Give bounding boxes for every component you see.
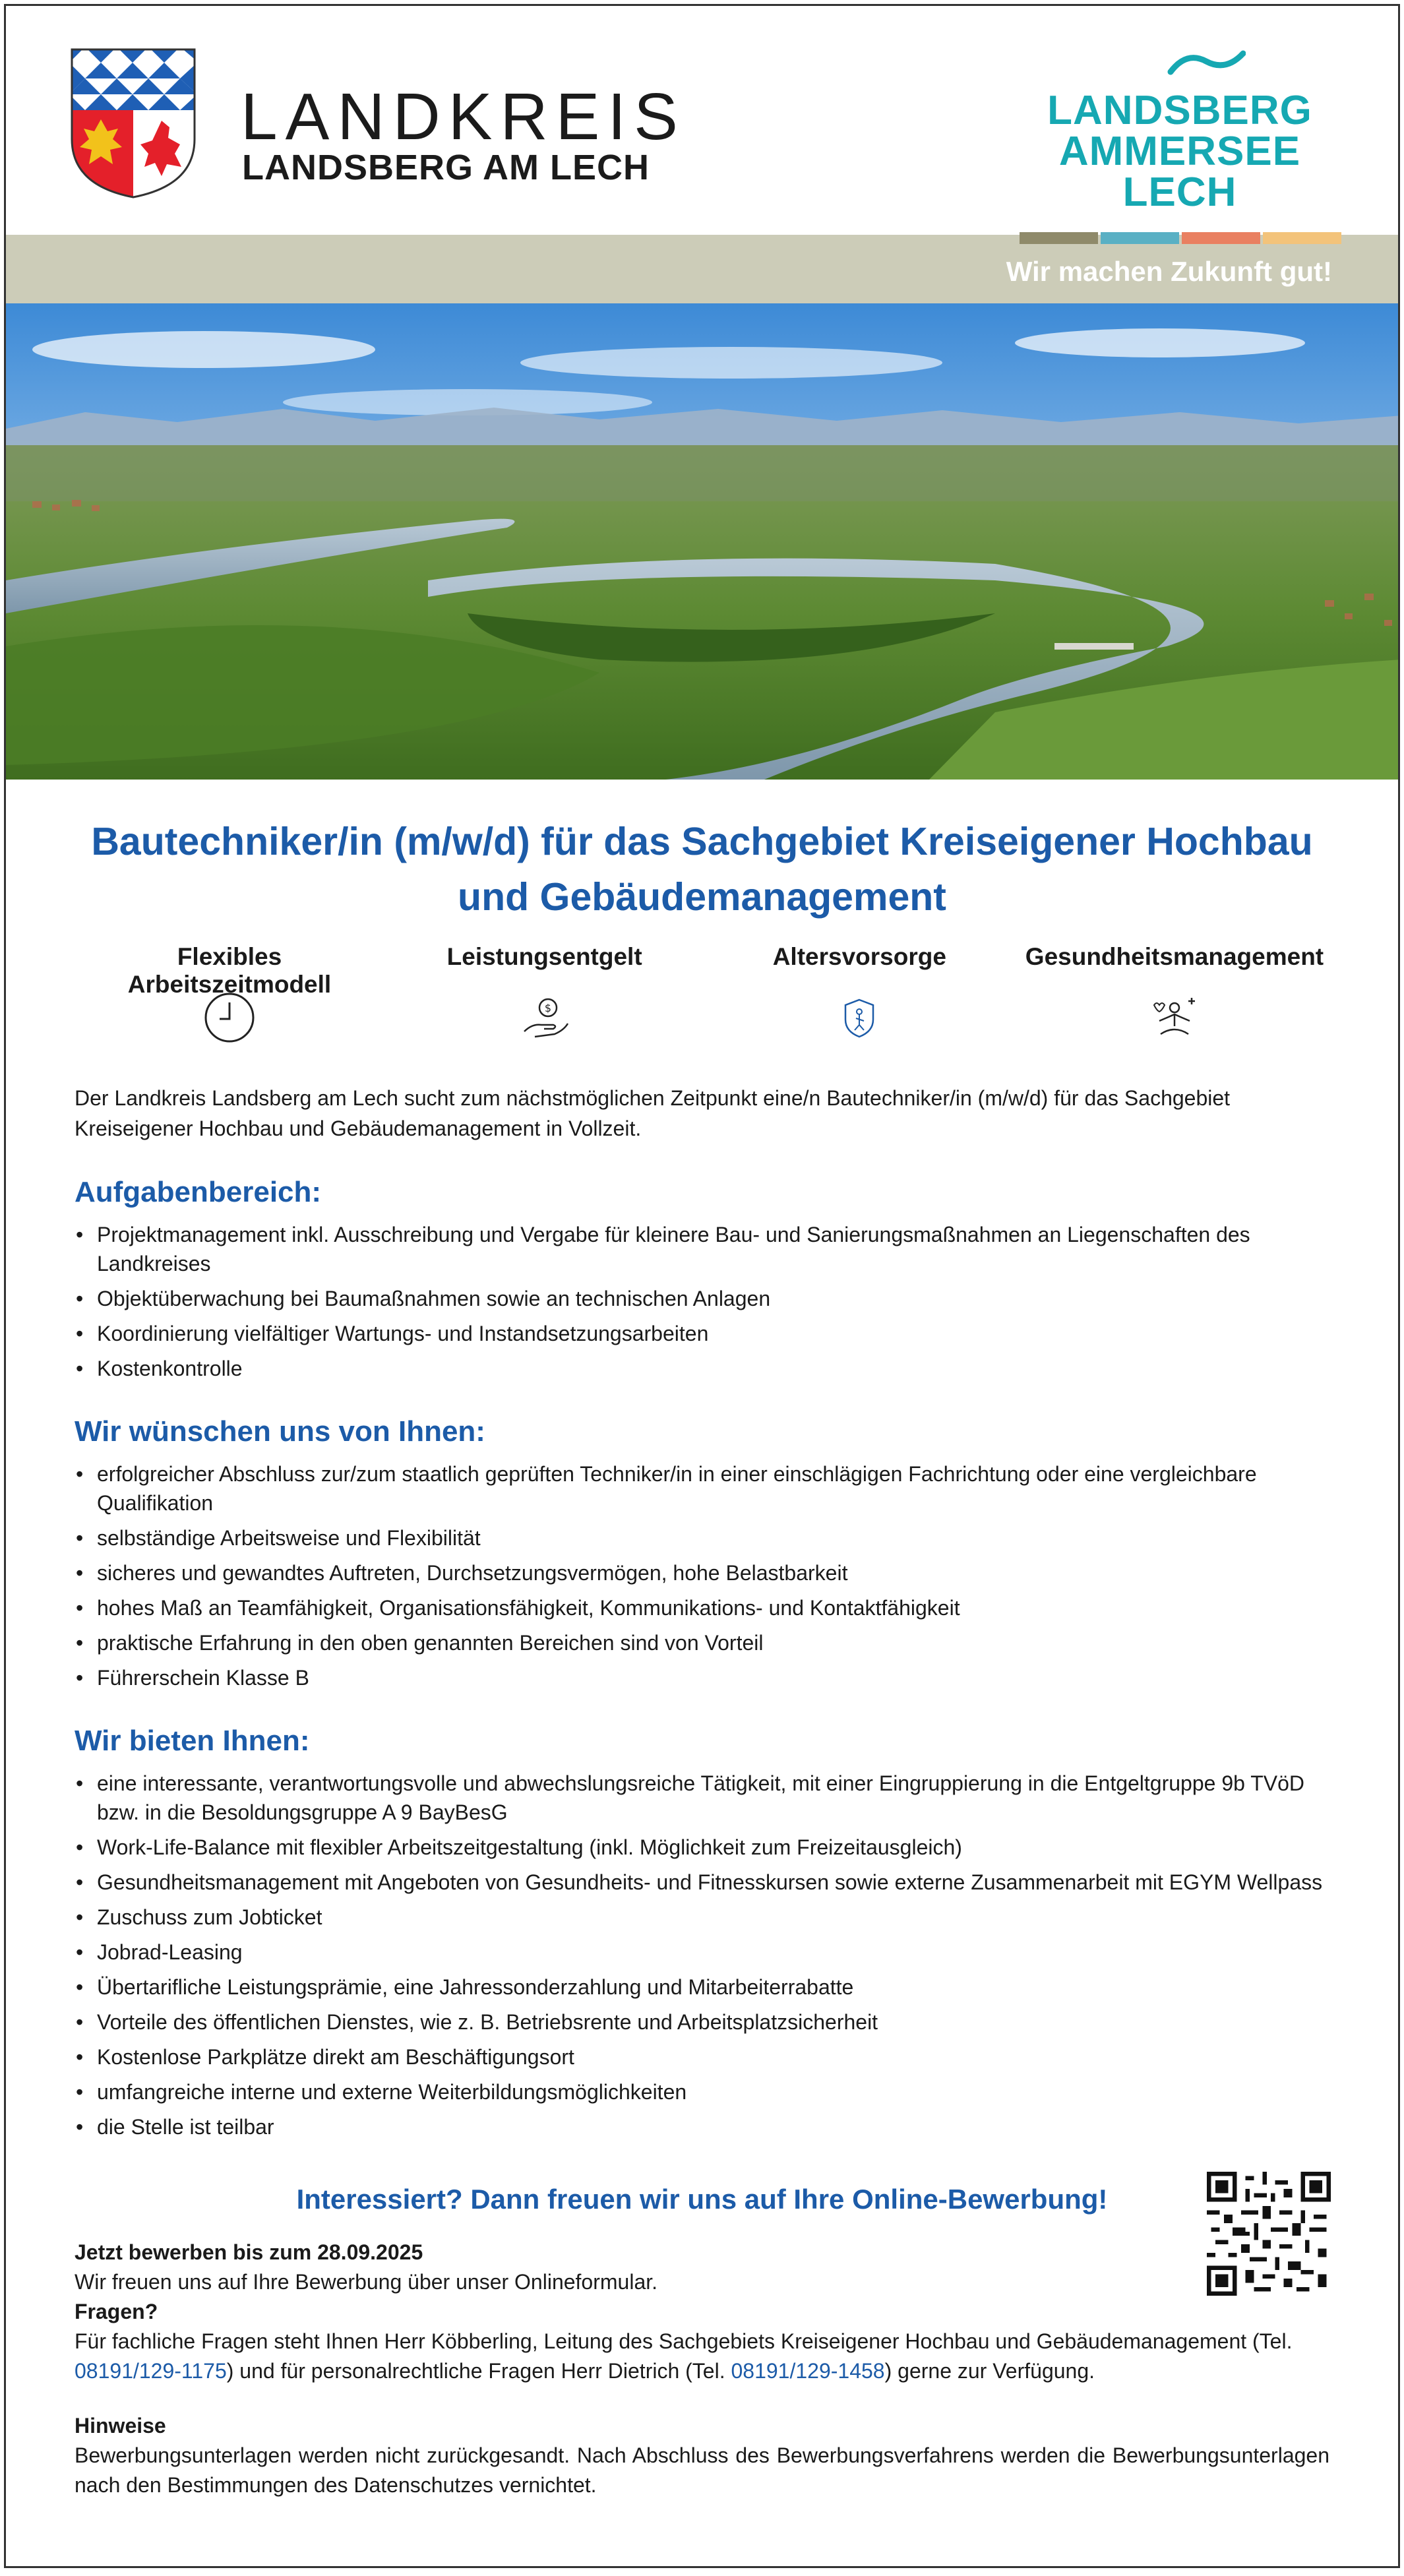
svg-text:$: $ xyxy=(544,1002,551,1014)
brand-logo-text xyxy=(1035,90,1325,213)
strip-segment xyxy=(1020,232,1098,244)
list-item: • Zuschuss zum Jobticket xyxy=(75,1903,1329,1932)
list-item: • Gesundheitsmanagement mit Angeboten von Gesundheits- und Fitnesskursen sowie externe Zusammenarbeit mit EGYM Wellpass xyxy=(75,1868,1329,1897)
strip-segment xyxy=(1263,232,1341,244)
list-item: • Kostenkontrolle xyxy=(75,1354,1329,1383)
brand-line: LANDSBERG xyxy=(1047,88,1312,133)
list-item: • praktische Erfahrung in den oben genannten Bereichen sind von Vorteil xyxy=(75,1628,1329,1657)
list-item: • umfangreiche interne und externe Weiterbildungsmöglichkeiten xyxy=(75,2077,1329,2106)
questions-text: Für fachliche Fragen steht Ihnen Herr Köbberling, Leitung des Sachgebiets Kreiseigener Hochbau und Gebäudemanagement (Tel. 08191/129-1175) und für personalrechtliche Fragen Herr Dietrich (Tel. 08191/129-1458) gerne zur Verfügung. xyxy=(75,2329,1293,2383)
list-item: • Objektüberwachung bei Baumaßnahmen sowie an technischen Anlagen xyxy=(75,1284,1329,1313)
org-title: LANDKREIS xyxy=(241,80,686,154)
money-hand-icon xyxy=(515,988,574,1047)
benefit-label: Flexibles Arbeitszeitmodell xyxy=(127,943,332,998)
section-heading-requirements: Wir wünschen uns von Ihnen: xyxy=(75,1415,485,1448)
notes-text: Bewerbungsunterlagen werden nicht zurückgesandt. Nach Abschluss des Bewerbungsverfahrens werden die Bewerbungsunterlagen nach den Bestimmungen des Datenschutzes vernichtet. xyxy=(75,2443,1329,2497)
requirements-list xyxy=(75,1459,1329,1692)
benefit-label: Leistungsentgelt xyxy=(446,943,642,970)
benefit-highlights xyxy=(75,943,1329,1047)
list-item: • Übertarifliche Leistungsprämie, eine Jahressonderzahlung und Mitarbeiterrabatte xyxy=(75,1973,1329,2002)
org-subtitle: LANDSBERG AM LECH xyxy=(242,148,650,187)
landscape-photo xyxy=(6,303,1398,780)
list-item: • Jobrad-Leasing xyxy=(75,1938,1329,1967)
benefit-item xyxy=(1020,943,1329,1047)
questions-heading: Fragen? xyxy=(75,2300,158,2323)
section-heading-offer: Wir bieten Ihnen: xyxy=(75,1725,310,1757)
list-item: • hohes Maß an Teamfähigkeit, Organisationsfähigkeit, Kommunikations- und Kontaktfähigkeit xyxy=(75,1593,1329,1622)
brand-color-strip xyxy=(1020,232,1341,244)
benefit-item xyxy=(704,943,1014,1047)
slogan: Wir machen Zukunft gut! xyxy=(1006,256,1332,287)
offer-list xyxy=(75,1769,1329,2141)
list-item: • Kostenlose Parkplätze direkt am Beschäftigungsort xyxy=(75,2042,1329,2071)
strip-segment xyxy=(1182,232,1260,244)
qr-code-icon[interactable] xyxy=(1207,2172,1331,2296)
call-to-action: Interessiert? Dann freuen wir uns auf Ihre Online-Bewerbung! xyxy=(296,2184,1108,2215)
list-item: • erfolgreicher Abschluss zur/zum staatlich geprüften Techniker/in in einer einschlägigen Fachrichtung oder eine vergleichbare Qualifikation xyxy=(75,1459,1329,1518)
list-item: • die Stelle ist teilbar xyxy=(75,2112,1329,2141)
slogan-band xyxy=(6,235,1398,303)
benefit-label: Altersvorsorge xyxy=(772,943,946,970)
list-item: • Work-Life-Balance mit flexibler Arbeitszeitgestaltung (inkl. Möglichkeit zum Freizeitausgleich) xyxy=(75,1833,1329,1862)
list-item: • sicheres und gewandtes Auftreten, Durchsetzungsvermögen, hohe Belastbarkeit xyxy=(75,1558,1329,1587)
pension-shield-icon xyxy=(830,988,889,1047)
header xyxy=(6,6,1398,235)
job-title: Bautechniker/in (m/w/d) für das Sachgebiet Kreiseigener Hochbau und Gebäudemanagement xyxy=(91,820,1313,919)
strip-segment xyxy=(1101,232,1179,244)
list-item: • Koordinierung vielfältiger Wartungs- und Instandsetzungsarbeiten xyxy=(75,1319,1329,1348)
brand-line: LECH xyxy=(1122,169,1237,215)
landscape-image xyxy=(6,303,1398,780)
application-deadline: Jetzt bewerben bis zum 28.09.2025 xyxy=(75,2240,423,2264)
benefit-item xyxy=(390,943,700,1047)
section-heading-tasks: Aufgabenbereich: xyxy=(75,1176,322,1208)
online-form-note: Wir freuen uns auf Ihre Bewerbung über unser Onlineformular. xyxy=(75,2270,658,2294)
benefit-label: Gesundheitsmanagement xyxy=(1025,943,1324,970)
wellness-icon xyxy=(1145,988,1204,1047)
phone-link[interactable]: 08191/129-1458 xyxy=(731,2359,885,2383)
tasks-list xyxy=(75,1220,1329,1383)
intro-text: Der Landkreis Landsberg am Lech sucht zum nächstmöglichen Zeitpunkt eine/n Bautechniker/in (m/w/d) für das Sachgebiet Kreiseigener Hochbau und Gebäudemanagement in Vollzeit. xyxy=(75,1086,1231,1140)
list-item: • eine interessante, verantwortungsvolle und abwechslungsreiche Tätigkeit, mit einer Eingruppierung in die Entgeltgruppe 9b TVöD bzw. in die Besoldungsgruppe A 9 BayBesG xyxy=(75,1769,1329,1827)
coat-of-arms-icon xyxy=(69,47,197,200)
list-item: • Vorteile des öffentlichen Dienstes, wie z. B. Betriebsrente und Arbeitsplatzsicherheit xyxy=(75,2008,1329,2037)
list-item: • Projektmanagement inkl. Ausschreibung und Vergabe für kleinere Bau- und Sanierungsmaßnahmen an Liegenschaften des Landkreises xyxy=(75,1220,1329,1278)
brand-line: AMMERSEE xyxy=(1058,129,1301,174)
phone-link[interactable]: 08191/129-1175 xyxy=(75,2359,227,2383)
notes-heading: Hinweise xyxy=(75,2414,166,2438)
application-info xyxy=(75,2238,1329,2386)
list-item: • Führerschein Klasse B xyxy=(75,1663,1329,1692)
wave-icon xyxy=(1167,47,1246,80)
list-item: • selbständige Arbeitsweise und Flexibilität xyxy=(75,1523,1329,1552)
notes xyxy=(75,2411,1329,2500)
content xyxy=(6,814,1398,2500)
benefit-item xyxy=(75,943,384,1047)
job-posting xyxy=(4,4,1400,2568)
